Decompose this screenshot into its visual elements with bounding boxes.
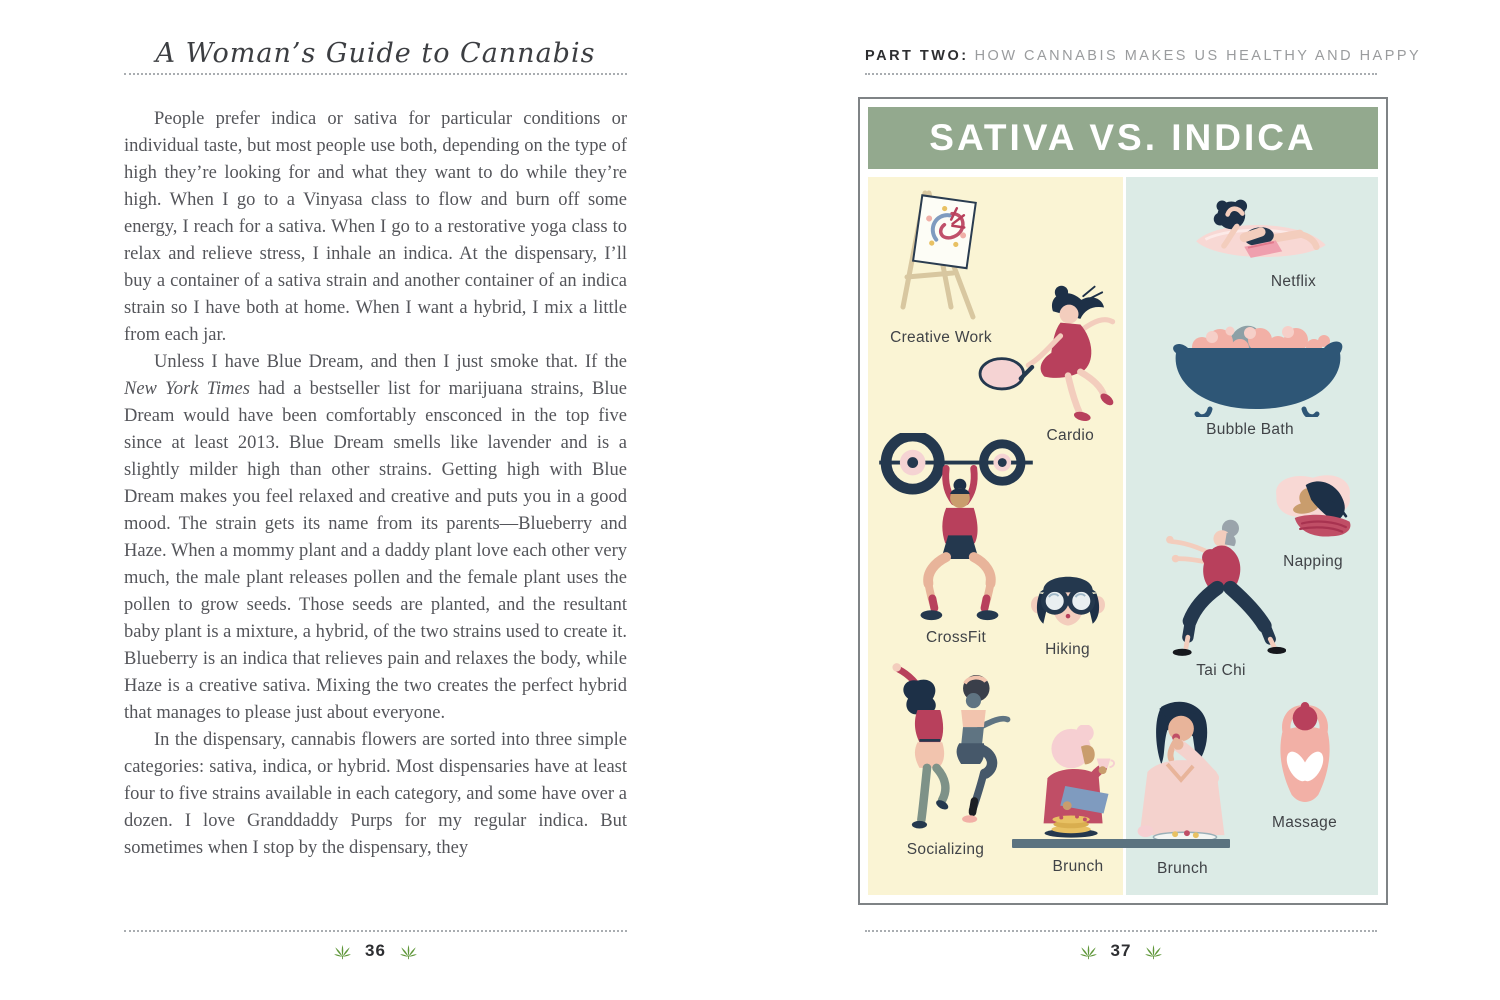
indica-item-bubble-bath	[1162, 317, 1352, 439]
sativa-item-brunch	[1028, 725, 1128, 876]
cannabis-leaf-icon	[333, 943, 352, 960]
sativa-item-hiking	[1015, 563, 1120, 659]
infographic-title: SATIVA VS. INDICA	[868, 107, 1378, 169]
tennis-player-illustration	[968, 281, 1118, 423]
right-footer-rule	[865, 930, 1377, 932]
back-massage-hands-illustration	[1260, 702, 1350, 810]
paragraph: In the dispensary, cannabis flowers are sorted into three simple categories: sativa, indica, or hybrid. Most dispensaries have at least four to five strains available in each category, and some have over a dozen. I love Granddaddy Purps for my regular indica. But sometimes when I stop by the dispensary, they	[124, 730, 627, 858]
indica-item-netflix	[1180, 195, 1340, 291]
left-footer-rule	[124, 930, 627, 932]
item-label: Netflix	[1270, 273, 1316, 290]
binoculars-woman-illustration	[1028, 563, 1108, 637]
item-label: Brunch	[1157, 860, 1208, 877]
page-number: 37	[1110, 941, 1132, 960]
paragraph-segment: Unless I have Blue Dream, and then I just smoke that. If the	[154, 352, 627, 372]
brunch-table-illustration	[1012, 839, 1230, 848]
right-header-rule	[865, 73, 1377, 75]
left-header-rule	[124, 73, 627, 75]
cannabis-leaf-icon	[399, 943, 418, 960]
infographic-panel	[858, 97, 1388, 905]
paragraph	[124, 349, 627, 727]
part-label: PART TWO:	[865, 48, 969, 64]
left-body-text	[124, 106, 627, 924]
indica-item-massage	[1257, 702, 1352, 832]
indica-item-tai-chi	[1155, 516, 1287, 680]
right-folio	[865, 941, 1377, 961]
item-label: Hiking	[1045, 641, 1090, 658]
right-running-head	[865, 48, 1422, 64]
barbell-lifter-illustration	[876, 433, 1036, 625]
paragraph: People prefer indica or sativa for particular conditions or individual taste, but most people use both, depending on the type of high they’re looking for and what they want to do while they’re high. When I go to a Vinyasa class to flow and burn off some energy, I reach for a sativa. When I go to a restorative yoga class to relax and relieve stress, I inhale an indica. At the dispensary, I’ll buy a container of a sativa strain and another container of an indica strain so I have both at home. When I want a hybrid, I mix a little from each jar.	[124, 109, 627, 345]
sativa-item-socializing	[873, 657, 1018, 859]
sativa-item-crossfit	[876, 433, 1036, 647]
part-title: HOW CANNABIS MAKES US HEALTHY AND HAPPY	[974, 48, 1422, 64]
woman-lounging-laptop-illustration	[1185, 195, 1335, 269]
italic-title: New York Times	[124, 379, 250, 399]
item-label: Tai Chi	[1196, 662, 1246, 679]
item-label: Massage	[1272, 814, 1337, 831]
indica-item-brunch	[1130, 697, 1235, 878]
item-label: Socializing	[906, 841, 985, 858]
clawfoot-tub-bubbles-illustration	[1164, 317, 1350, 417]
item-label: Cardio	[1046, 427, 1094, 444]
paragraph-segment: had a bestseller list for marijuana strains, Blue Dream would have been comfortably ensconced in the top five since at least 2013. Blue Dream smells like lavender and is a slightly milder high than other strains. Getting high with Blue Dream makes you feel relaxed and creative and puts you in a good mood. The strain gets its name from its parents—Blueberry and Haze. When a mommy plant and a daddy plant love each other very much, the male plant releases pollen and the female plant uses the pollen to grow seeds. Those seeds are planted, and the resultant baby plant is a mixture, a hybrid, of the two strains used to create it. Blueberry is an indica that relieves pain and relaxes the body, while Haze is a creative sativa. Mixing the two creates the perfect hybrid that manages to please just about everyone.	[124, 379, 627, 723]
left-folio	[124, 941, 627, 961]
item-label: CrossFit	[925, 629, 987, 646]
sativa-item-cardio	[968, 281, 1118, 445]
item-label: Creative Work	[890, 329, 992, 346]
item-label: Brunch	[1052, 858, 1104, 875]
item-label: Napping	[1283, 553, 1343, 570]
dancing-women-illustration	[878, 657, 1013, 837]
page-number: 36	[365, 941, 386, 960]
woman-with-teacup-pancakes-illustration	[1033, 725, 1123, 845]
left-running-head: A Woman’s Guide to Cannabis	[155, 38, 596, 69]
item-label: Bubble Bath	[1206, 421, 1294, 438]
cannabis-leaf-icon	[1144, 943, 1163, 960]
infographic-columns	[868, 177, 1378, 895]
woman-eating-brunch-illustration	[1133, 697, 1233, 847]
cannabis-leaf-icon	[1079, 943, 1098, 960]
tai-chi-pose-illustration	[1156, 516, 1286, 658]
